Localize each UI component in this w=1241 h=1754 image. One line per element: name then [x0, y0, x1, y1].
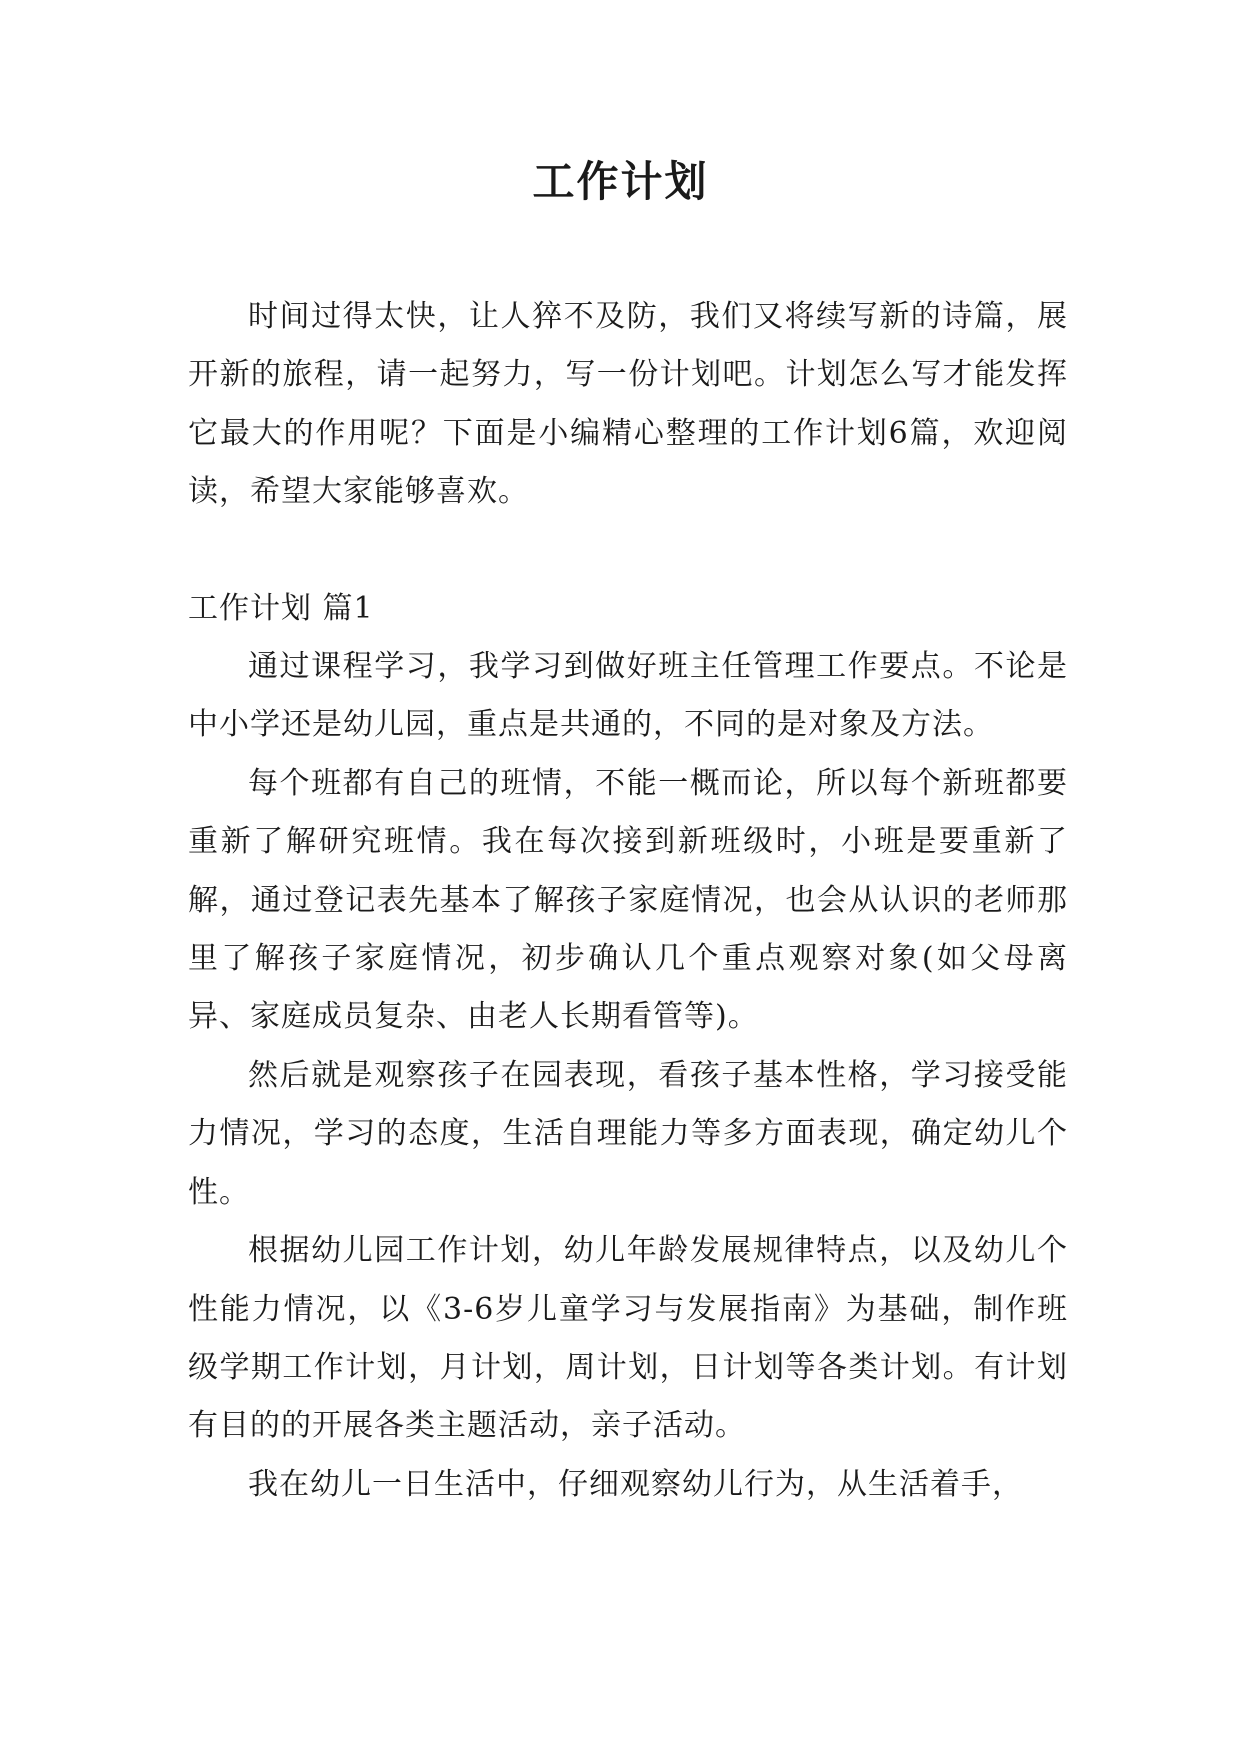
section-heading: 工作计划 篇1	[188, 590, 374, 626]
body-paragraph-2: 每个班都有自己的班情，不能一概而论，所以每个新班都要重新了解研究班情。我在每次接到新班级时，小班是要重新了解，通过登记表先基本了解孩子家庭情况，也会从认识的老师那里了解孩子家庭情况，初步确认几个重点观察对象(如父母离异、家庭成员复杂、由老人长期看管等)。	[188, 765, 1068, 1035]
intro-paragraph: 时间过得太快，让人猝不及防，我们又将续写新的诗篇，展开新的旅程，请一起努力，写一份计划吧。计划怎么写才能发挥它最大的作用呢？下面是小编精心整理的工作计划6篇，欢迎阅读，希望大家能够喜欢。	[188, 299, 1068, 510]
body-paragraph-1: 通过课程学习，我学习到做好班主任管理工作要点。不论是中小学还是幼儿园，重点是共通的，不同的是对象及方法。	[188, 649, 1068, 743]
document-body	[188, 288, 1068, 1514]
body-paragraph-5: 我在幼儿一日生活中，仔细观察幼儿行为，从生活着手，	[248, 1466, 1023, 1502]
document-title: 工作计划	[532, 157, 709, 206]
body-paragraph-3: 然后就是观察孩子在园表现，看孩子基本性格，学习接受能力情况，学习的态度，生活自理能力等多方面表现，确定幼儿个性。	[188, 1057, 1068, 1210]
body-paragraph-4: 根据幼儿园工作计划，幼儿年龄发展规律特点，以及幼儿个性能力情况，以《3-6岁儿童学习与发展指南》为基础，制作班级学期工作计划，月计划，周计划，日计划等各类计划。有计划有目的的开展各类主题活动，亲子活动。	[188, 1233, 1068, 1444]
